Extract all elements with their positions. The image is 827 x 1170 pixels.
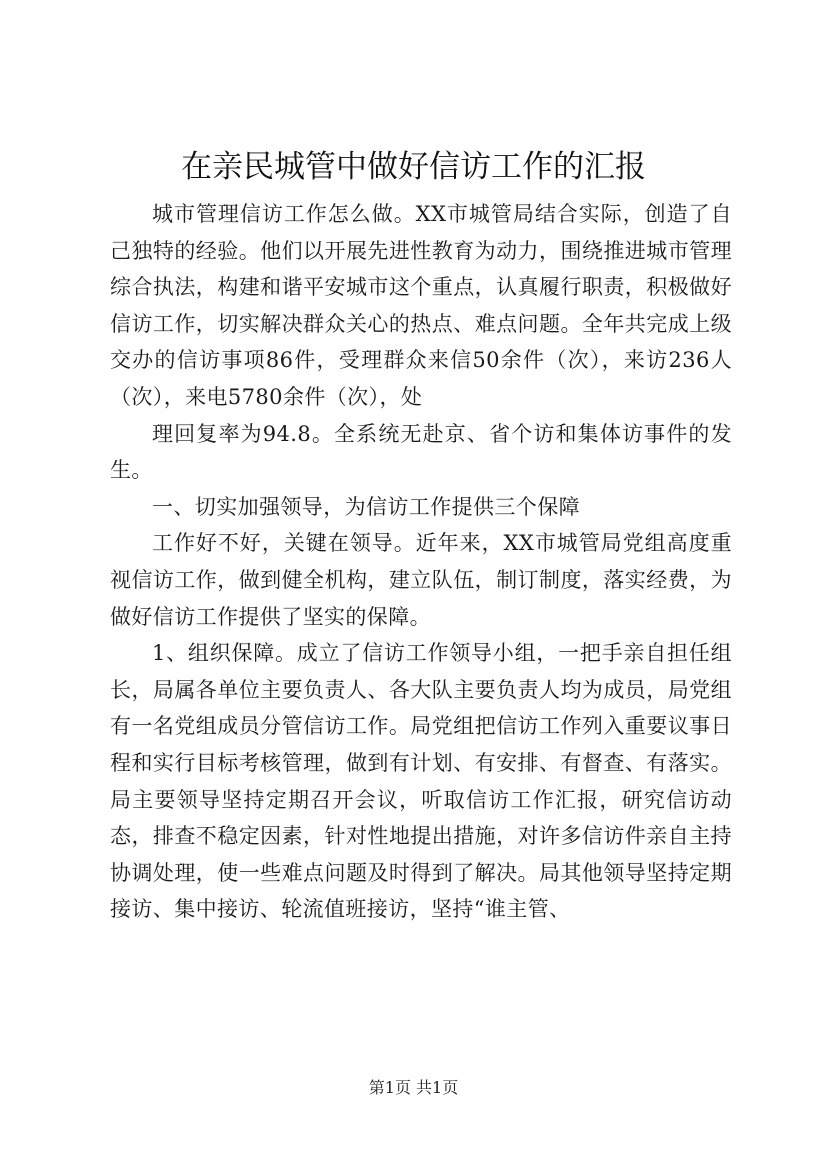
document-title: 在亲民城管中做好信访工作的汇报 [181, 149, 646, 185]
section-heading: 一、切实加强领导，为信访工作提供三个保障 [152, 494, 580, 519]
paragraph-organization: 1、组织保障。成立了信访工作领导小组，一把手亲自担任组长，局属各单位主要负责人、各大队主要负责人均为成员，局党组有一名党组成员分管信访工作。局党组把信访工作列入重要议事日程和实行目标考核管理，做到有计划、有安排、有督查、有落实。局主要领导坚持定期召开会议，听取信访工作汇报，研究信访动态，排查不稳定因素，针对性地提出措施，对许多信访件亲自主持协调处理，使一些难点问题及时得到了解决。局其他领导坚持定期接访、集中接访、轮流值班接访，坚持“谁主管、 [110, 641, 732, 922]
document-body [110, 196, 732, 928]
paragraph-intro-continued: 理回复率为94.8。全系统无赴京、省个访和集体访事件的发生。 [110, 421, 732, 483]
paragraph-leadership: 工作好不好，关键在领导。近年来，XX市城管局党组高度重视信访工作，做到健全机构，建立队伍，制订制度，落实经费，为做好信访工作提供了坚实的保障。 [110, 531, 732, 629]
page-footer: 第1页 共1页 [368, 1078, 459, 1097]
paragraph-intro: 城市管理信访工作怎么做。XX市城管局结合实际，创造了自己独特的经验。他们以开展先进性教育为动力，围绕推进城市管理综合执法，构建和谐平安城市这个重点，认真履行职责，积极做好信访工作，切实解决群众关心的热点、难点问题。全年共完成上级交办的信访事项86件，受理群众来信50余件（次），来访236人（次），来电5780余件（次），处 [110, 202, 732, 409]
